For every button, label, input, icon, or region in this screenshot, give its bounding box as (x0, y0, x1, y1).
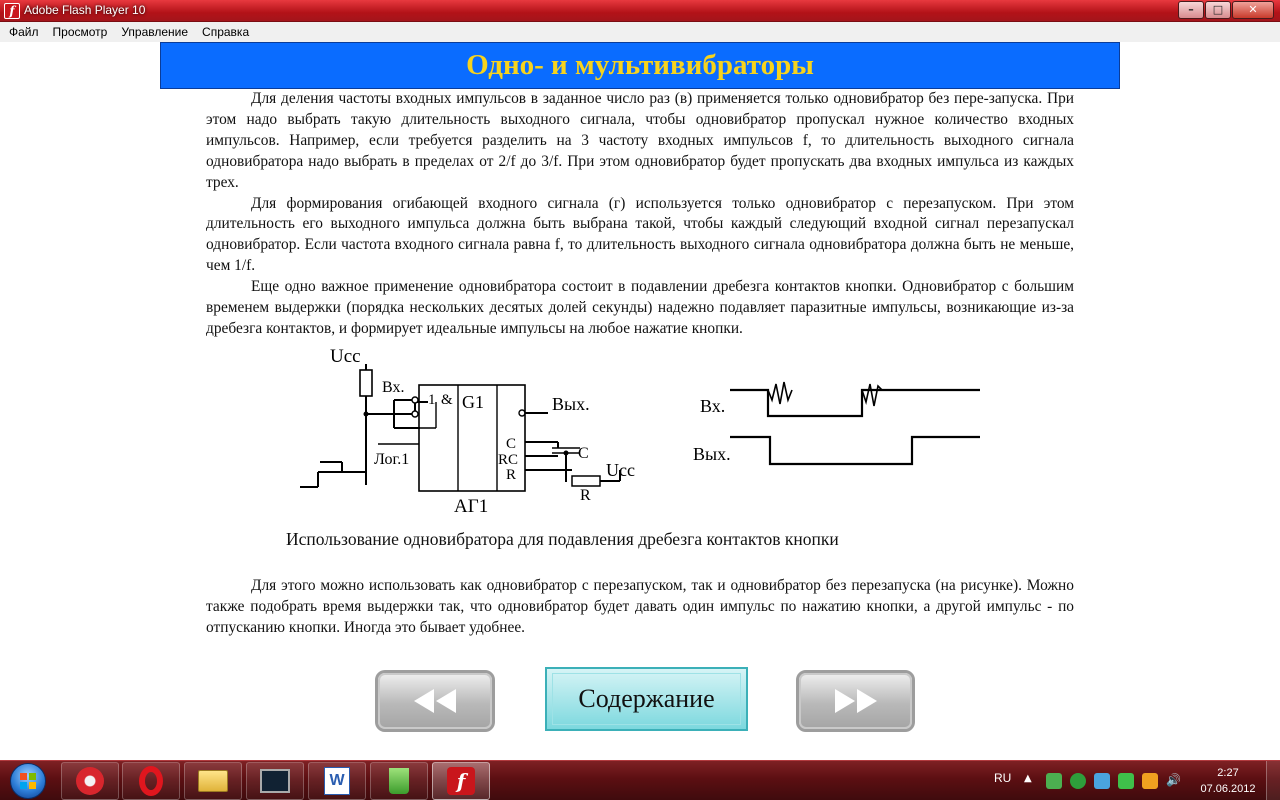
label-log1: Лог.1 (374, 451, 410, 468)
tray-icon-3[interactable] (1094, 773, 1110, 789)
flash-icon: f (4, 3, 20, 19)
debounce-diagram (290, 340, 990, 520)
label-pin-rc: RC (498, 452, 519, 468)
menu-help[interactable]: Справка (202, 25, 250, 39)
rewind-icon (410, 686, 460, 716)
label-g1: G1 (462, 392, 484, 412)
next-button-face (799, 673, 912, 729)
page-header (160, 42, 1120, 89)
label-output: Вых. (552, 394, 590, 414)
utorrent-icon[interactable] (1070, 773, 1086, 789)
menu-view[interactable]: Просмотр (52, 25, 108, 39)
window-titlebar[interactable] (0, 0, 1280, 22)
taskbar-recycle[interactable] (370, 762, 428, 800)
label-resistor: R (580, 487, 591, 504)
label-chip: АГ1 (454, 496, 489, 517)
taskbar-word[interactable] (308, 762, 366, 800)
taskbar-explorer[interactable] (184, 762, 242, 800)
label-capacitor: C (578, 445, 589, 462)
clock-date: 07.06.2012 (1200, 783, 1256, 795)
menu-bar (0, 22, 1280, 42)
fast-forward-icon (831, 686, 881, 716)
tray-icon-4[interactable] (1118, 773, 1134, 789)
label-pin-r: R (506, 467, 517, 483)
tray-expand-icon[interactable]: ▲ (1024, 773, 1032, 784)
minimize-button[interactable]: – (1178, 1, 1204, 19)
menu-file[interactable]: Файл (9, 25, 39, 39)
taskbar-flash-player[interactable] (432, 762, 490, 800)
taskbar (0, 760, 1280, 800)
content-text-bottom (206, 576, 1074, 639)
flash-player-icon: f (447, 767, 475, 795)
opera-icon (139, 766, 163, 796)
start-button[interactable] (2, 762, 54, 800)
taskbar-task-manager[interactable] (246, 762, 304, 800)
explorer-icon (198, 770, 228, 792)
contents-button[interactable] (545, 667, 748, 731)
word-icon: W (324, 767, 350, 795)
app-red-icon (76, 767, 104, 795)
page-title: Одно- и мультивибраторы (466, 49, 814, 81)
contents-label: Содержание (552, 673, 741, 725)
paragraph-4: Для этого можно использовать как одновибратор с перезапуском, так и одновибратор без перезапуска (на рисунке). Можно также подобрать время выдержки так, что одновибратор будет давать один импульс по нажатию кнопки, а другой импульс - по отпусканию кнопки. Иногда это бывает удобнее. (206, 577, 1074, 636)
show-desktop-button[interactable] (1266, 761, 1280, 800)
window-title: Adobe Flash Player 10 (24, 3, 146, 17)
label-pin1: 1 (428, 392, 436, 408)
label-wave-out: Вых. (693, 444, 731, 464)
label-wave-in: Вх. (700, 396, 726, 416)
paragraph-2: Для формирования огибающей входного сигнала (г) используется только одновибратор с перезапуском. При этом длительность его выходного импульса должна быть выбрана такой, чтобы каждый следующий входной сигнал перезапускал одновибратор. Если частота входного сигнала равна f, то длительность выходного сигнала одновибратора должна быть не меньше, чем 1/f. (206, 194, 1074, 275)
tray-icon-5[interactable] (1142, 773, 1158, 789)
clock[interactable] (1198, 765, 1258, 797)
prev-button-face (378, 673, 492, 729)
taskbar-app-red[interactable] (61, 762, 119, 800)
windows-logo-icon (10, 763, 46, 799)
next-button[interactable] (796, 670, 915, 732)
label-and: & (441, 392, 453, 408)
recycle-icon (389, 768, 409, 794)
paragraph-1: Для деления частоты входных импульсов в заданное число раз (в) применяется только одновибратор без пере-запуска. При этом надо выбрать такую длительность выходного сигнала, чтобы одновибратор пропускал нужное количество входных импульсов. Например, если требуется разделить на 3 частоту входных импульсов f, то длительность выходного сигнала одновибратора надо выбрать в пределах от 2/f до 3/f. При этом одновибратор будет пропускать два входных импульса из каждых трех. (206, 90, 1074, 191)
label-ucc-top: Ucc (330, 346, 361, 367)
menu-control[interactable]: Управление (121, 25, 189, 39)
task-manager-icon (260, 769, 290, 793)
volume-icon[interactable]: 🔊 (1166, 773, 1181, 787)
language-indicator[interactable]: RU (994, 771, 1012, 785)
prev-button[interactable] (375, 670, 495, 732)
content-text (206, 89, 1074, 340)
label-pin-c: C (506, 436, 517, 452)
figure-caption: Использование одновибратора для подавления дребезга контактов кнопки (286, 529, 839, 549)
label-input: Вх. (382, 379, 405, 396)
label-ucc-right: Ucc (606, 460, 635, 480)
taskbar-opera[interactable] (122, 762, 180, 800)
close-button[interactable]: ✕ (1232, 1, 1274, 19)
paragraph-3: Еще одно важное применение одновибратора состоит в подавлении дребезга контактов кнопки. Одновибратор с большим временем выдержки (порядка нескольких десятых долей секунды) надежно подавляет паразитные импульсы, возникающие из-за дребезга контактов, и формирует идеальные импульсы на любое нажатие кнопки. (206, 278, 1074, 337)
clock-time: 2:27 (1217, 767, 1239, 779)
maximize-button[interactable]: □ (1205, 1, 1231, 19)
tray-icon-1[interactable] (1046, 773, 1062, 789)
window-controls (1177, 1, 1274, 19)
